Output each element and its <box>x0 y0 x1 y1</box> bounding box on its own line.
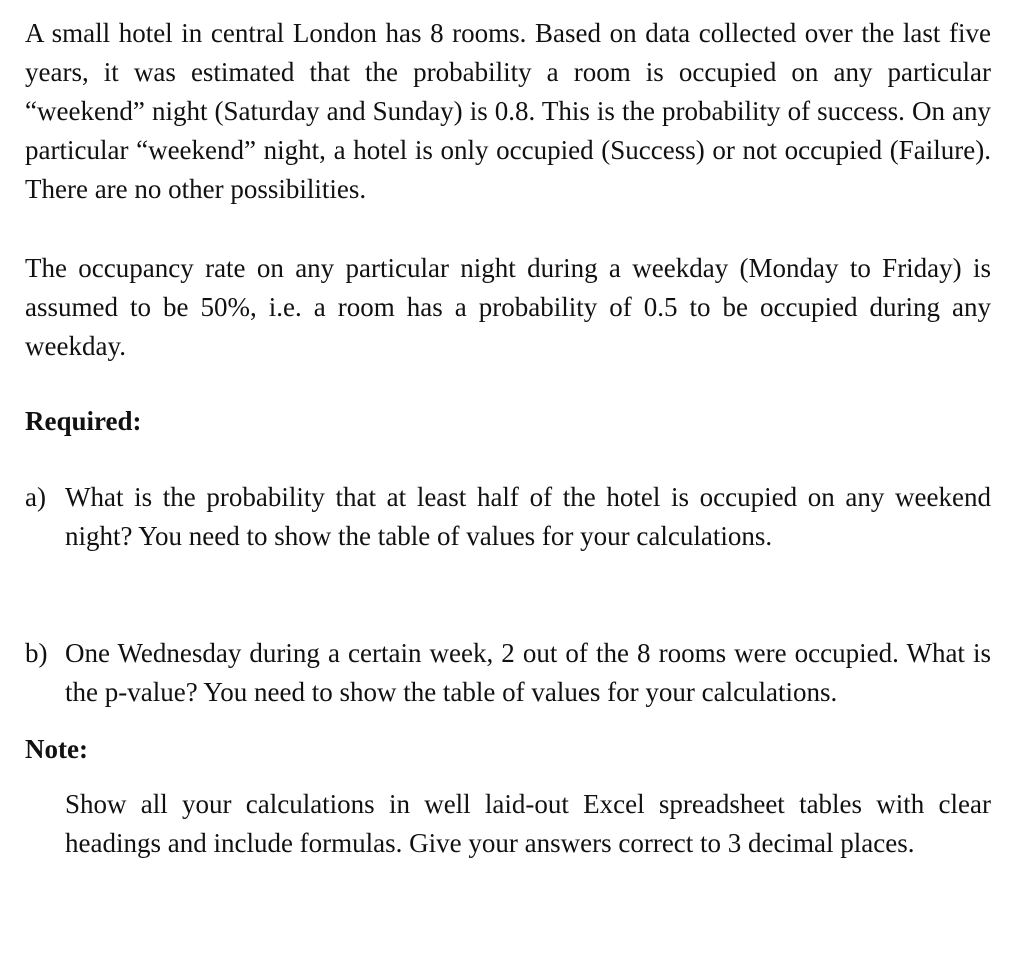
required-heading: Required: <box>25 406 142 436</box>
intro-paragraph-weekday-occupancy: The occupancy rate on any particular night during a weekday (Monday to Friday) is assumed to be 50%, i.e. a room has a probability of 0.5 to be occupied during any weekday. <box>25 253 991 361</box>
question-a-text: What is the probability that at least half of the hotel is occupied on any weekend night? You need to show the table of values for your calculations. <box>65 482 991 551</box>
document-page <box>25 14 991 890</box>
question-a-marker: a) <box>25 482 46 512</box>
question-b <box>25 634 991 712</box>
intro-paragraph-hotel-weekend: A small hotel in central London has 8 rooms. Based on data collected over the last five years, it was estimated that the probability a room is occupied on any particular “weekend” night (Saturday and Sunday) is 0.8. This is the probability of success. On any particular “weekend” night, a hotel is only occupied (Success) or not occupied (Failure). There are no other possibilities. <box>25 18 991 204</box>
question-a <box>25 478 991 556</box>
question-b-marker: b) <box>25 638 48 668</box>
note-heading: Note: <box>25 734 88 764</box>
question-b-text: One Wednesday during a certain week, 2 out of the 8 rooms were occupied. What is the p-value? You need to show the table of values for your calculations. <box>65 638 991 707</box>
note-text: Show all your calculations in well laid-out Excel spreadsheet tables with clear headings and include formulas. Give your answers correct to 3 decimal places. <box>65 789 991 858</box>
